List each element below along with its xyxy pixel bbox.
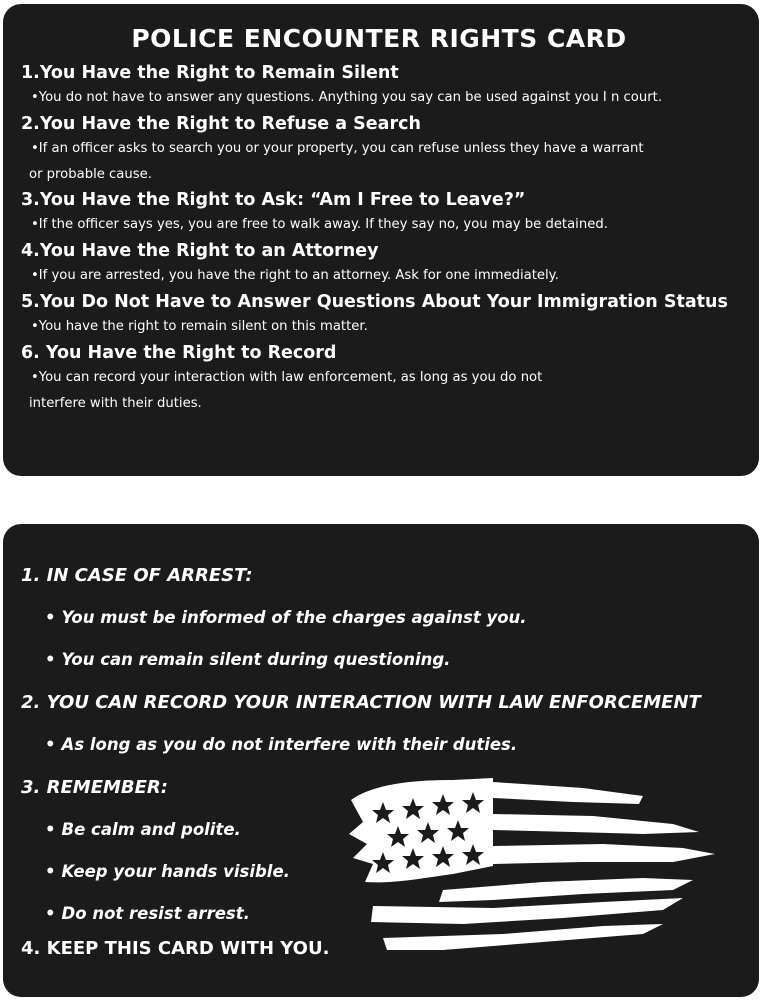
section-2-bullet-1 [45,734,737,756]
right-2-body-continued: or probable cause. [29,167,152,182]
bullet-text: Do not resist arrest. [61,904,250,923]
bullet-text: You can remain silent during questioning. [61,650,451,669]
right-6-heading: 6. You Have the Right to Record [21,343,337,363]
right-3-heading: 3.You Have the Right to Ask: “Am I Free to Leave?” [21,190,526,210]
right-5-body: •You have the right to remain silent on this matter. [31,319,368,334]
bullet-dot: • [45,735,56,754]
right-4-body: •If you are arrested, you have the right to an attorney. Ask for one immediately. [31,268,559,283]
section-3-heading: 3. REMEMBER: [21,777,168,798]
bullet-dot: • [45,820,56,839]
right-1-heading: 1.You Have the Right to Remain Silent [21,63,399,83]
card-title: POLICE ENCOUNTER RIGHTS CARD [131,24,627,53]
section-2-heading: 2. YOU CAN RECORD YOUR INTERACTION WITH LAW ENFORCEMENT [21,692,701,713]
bullet-text: Be calm and polite. [61,820,241,839]
section-4-heading: 4. KEEP THIS CARD WITH YOU. [21,938,330,959]
bullet-dot: • [45,904,56,923]
bullet-text: As long as you do not interfere with their duties. [61,735,518,754]
section-1-heading: 1. IN CASE OF ARREST: [21,565,253,586]
bullet-text: Keep your hands visible. [61,862,290,881]
right-5-heading: 5.You Do Not Have to Answer Questions About Your Immigration Status [21,292,728,312]
bullet-text: You must be informed of the charges against you. [61,608,527,627]
right-4-heading: 4.You Have the Right to an Attorney [21,241,379,261]
bullet-dot: • [45,608,56,627]
right-1-body: •You do not have to answer any questions. Anything you say can be used against you I n court. [31,90,663,105]
right-6-body-continued: interfere with their duties. [29,396,202,411]
right-2-body: •If an officer asks to search you or your property, you can refuse unless they have a warrant [31,141,644,156]
right-2-heading: 2.You Have the Right to Refuse a Search [21,114,421,134]
rights-card-back [3,524,759,997]
section-1-bullet-2 [45,649,737,671]
distressed-us-flag-icon [343,774,723,964]
bullet-dot: • [45,862,56,881]
right-6-body: •You can record your interaction with law enforcement, as long as you do not [31,370,543,385]
right-3-body: •If the officer says yes, you are free to walk away. If they say no, you may be detained. [31,217,608,232]
rights-card-front [3,4,759,476]
section-1-bullet-1 [45,607,737,629]
bullet-dot: • [45,650,56,669]
